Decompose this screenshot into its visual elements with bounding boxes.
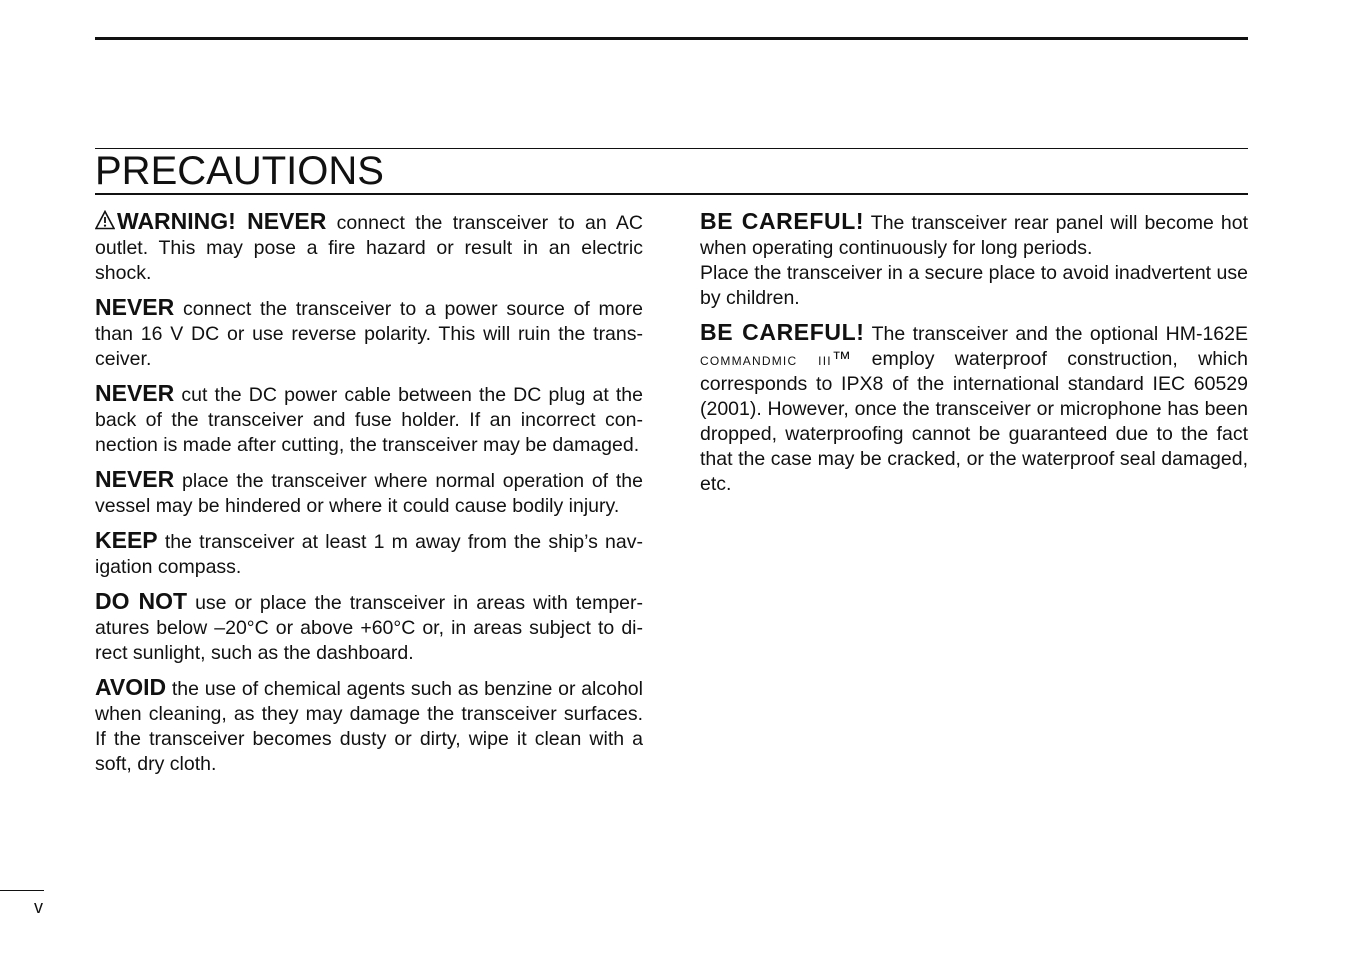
precaution-body: the use of chemical agents such as benzine or alcohol when cleaning, as they may damage the transceiver surfaces. If the transceiver becomes dusty or dirty, wipe it clean with a soft, dry cloth. [95,678,643,775]
precaution-waterproof [700,320,1248,497]
right-column [700,209,1248,506]
precaution-temperature [95,589,643,666]
precaution-lead: NEVER [95,294,175,320]
precaution-body: the transceiver at least 1 m away from the ship’s navigation compass. [95,531,643,578]
page-number: v [34,897,43,917]
precaution-body: connect the transceiver to a power source of more than 16 V DC or use reverse polarity. This will ruin the transceiver. [95,298,643,370]
precaution-power-source [95,295,643,372]
precaution-body: The transceiver and the optional HM-162E [864,323,1249,345]
precaution-compass [95,528,643,580]
precaution-lead: AVOID [95,674,167,700]
precaution-placement [95,467,643,519]
precaution-body: connect the transceiver to an AC outlet. This may pose a fire hazard or result in an electric shock. [95,212,644,284]
precaution-lead: DO NOT [95,588,188,614]
product-name: commandmic iii [700,350,832,369]
precaution-lead: BE CAREFUL! [700,208,865,234]
precaution-dc-cable [95,381,643,458]
precaution-body: Place the transceiver in a secure place to avoid inadvertent use by children. [700,262,1248,309]
top-rule [95,37,1248,40]
precaution-chemicals [95,675,643,777]
precaution-lead: BE CAREFUL! [700,319,865,345]
precaution-lead: KEEP [95,527,158,553]
precaution-children [700,261,1248,311]
title-rule-bottom [95,193,1248,195]
warning-triangle-icon [95,210,115,230]
precaution-rear-panel-heat [700,209,1248,261]
precaution-lead: NEVER [95,466,175,492]
left-column [95,209,643,786]
precaution-lead: NEVER [95,380,175,406]
precaution-lead: WARNING! NEVER [117,208,327,234]
precaution-warning-ac-outlet [95,209,643,286]
precaution-body: ™ employ waterproof construction, which corresponds to IPX8 of the international standard IEC 60529 (2001). However, once the transceiver or microphone has been dropped, waterproofing cannot be guaranteed due to the fact that the case may be cracked, or the waterproof seal damaged, etc. [700,348,1248,495]
precaution-body: use or place the transceiver in areas with temperatures below –20°C or above +60°C or, in areas subject to direct sunlight, such as the dashboard. [95,592,643,664]
precaution-body: place the transceiver where normal operation of the vessel may be hindered or where it could cause bodily injury. [95,470,643,517]
page-title: PRECAUTIONS [95,149,384,193]
page-number-rule [0,890,44,891]
precaution-body: The transceiver rear panel will become hot when operating continuously for long periods. [700,212,1248,259]
precaution-body: cut the DC power cable between the DC plug at the back of the transceiver and fuse holder. If an incorrect connection is made after cutting, the transceiver may be damaged. [95,384,643,456]
